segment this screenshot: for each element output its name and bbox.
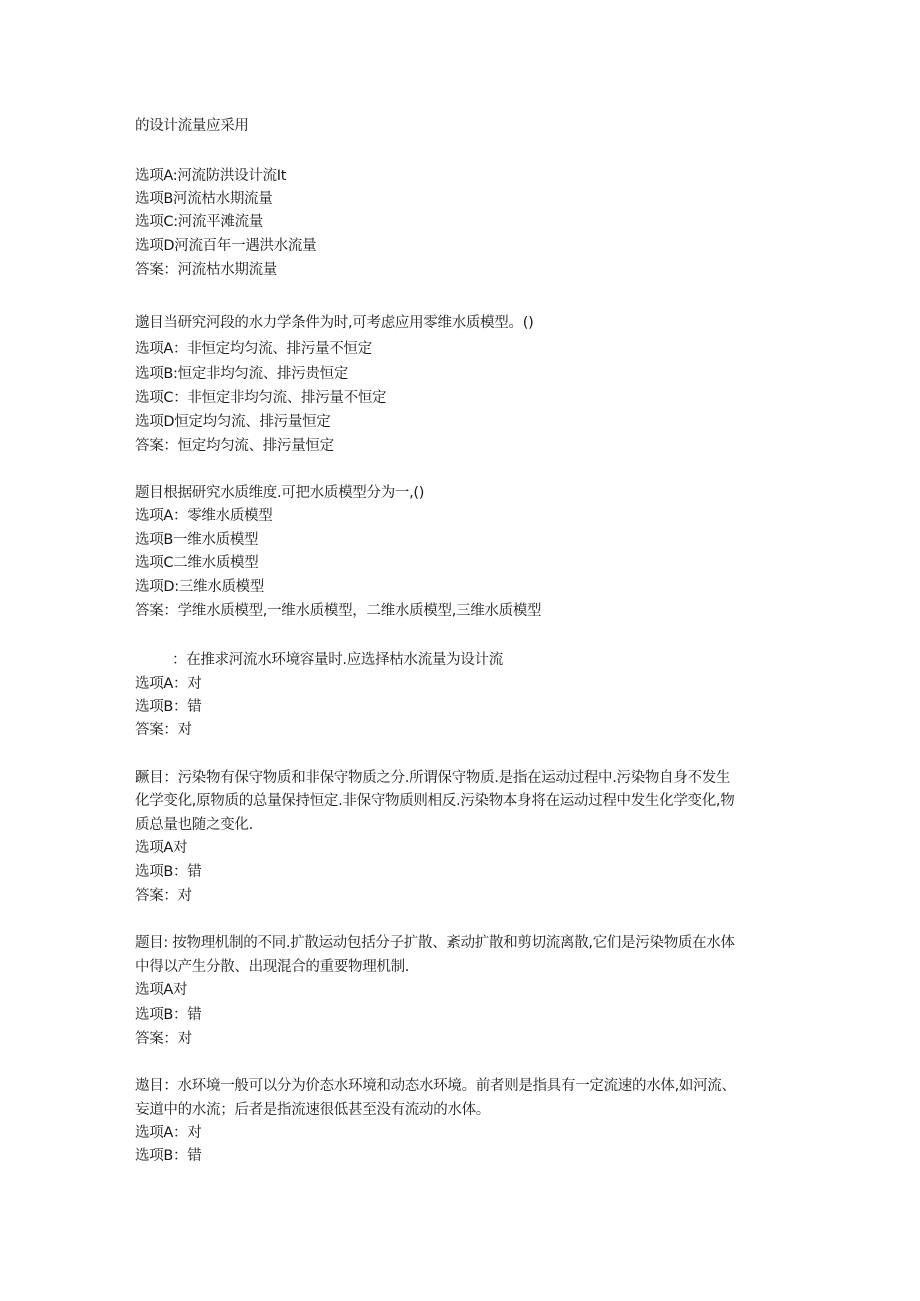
option-d: 选项D恒定均匀流、排污量恒定 [135, 414, 331, 430]
option-b: 选项B河流枯水期流量 [135, 191, 273, 207]
option-c: 选项C二维水质模型 [135, 555, 259, 571]
option-a: 选项A：零维水质模型 [135, 508, 273, 524]
option-a: 选项A：非恒定均匀流、排污量不恒定 [135, 341, 372, 357]
option-a: 选项A：对 [135, 1125, 202, 1141]
answer: 答案：对 [135, 722, 192, 738]
option-a: 选项A对 [135, 982, 188, 998]
question-text: 遨目：水环境一般可以分为价态水环境和动态水环境。前者则是指具有一定流速的水体,如河流、 [135, 1078, 736, 1094]
question-text: 题目: 按物理机制的不同.扩散运动包括分子扩散、紊动扩散和剪切流离散,它们是污染物质在水体 [135, 935, 735, 951]
answer: 答案：恒定均匀流、排污量恒定 [135, 438, 334, 454]
option-a: 选项A对 [135, 840, 188, 856]
answer: 答案：对 [135, 888, 192, 904]
option-b: 选项B：错 [135, 699, 202, 715]
option-a: 选项A:河流防洪设计流It [135, 168, 287, 184]
answer: 答案：河流枯水期流量 [135, 262, 277, 278]
question-text: 化学变化,原物质的总量保持恒定.非保守物质则相反.污染物本身将在运动过程中发生化学变化,物 [135, 793, 735, 809]
option-d: 选项D河流百年一遇洪水流量 [135, 238, 317, 254]
option-d: 选项D:三维水质模型 [135, 579, 265, 595]
option-b: 选项B:恒定非均匀流、排污贵恒定 [135, 366, 349, 382]
answer: 答案：学维水质模型,一维水质模型，二维水质模型,三维水质模型 [135, 603, 542, 619]
option-a: 选项A：对 [135, 676, 202, 692]
question-text: 质总量也随之变化. [135, 817, 253, 833]
option-c: 选项C:河流平滩流量 [135, 214, 264, 230]
question-text: 邈目当研究河段的水力学条件为时,可考虑应用零维水质模型。() [135, 315, 534, 331]
option-b: 选项B：错 [135, 1148, 202, 1164]
question-text: 的设计流量应采用 [135, 118, 249, 134]
question-text: 蹶目：污染物有保守物质和非保守物质之分.所谓保守物质.是指在运动过程中.污染物自身不发生 [135, 770, 731, 786]
answer: 答案：对 [135, 1031, 192, 1047]
option-c: 选项C：非恒定非均匀流、排污量不恒定 [135, 390, 387, 406]
option-b: 选项B一维水质模型 [135, 532, 259, 548]
question-text: ：在推求河流水环境容量时.应选择枯水流量为设计流 [172, 652, 503, 668]
option-b: 选项B：错 [135, 1007, 202, 1023]
question-text: 题目根据研究水质维度.可把水质模型分为一,() [135, 485, 425, 501]
option-b: 选项B：错 [135, 864, 202, 880]
question-text: 妄道中的水流；后者是指流速很低甚至没有流动的水体。 [135, 1102, 490, 1118]
question-text: 中得以产生分散、出现混合的重要物理机制. [135, 959, 410, 975]
